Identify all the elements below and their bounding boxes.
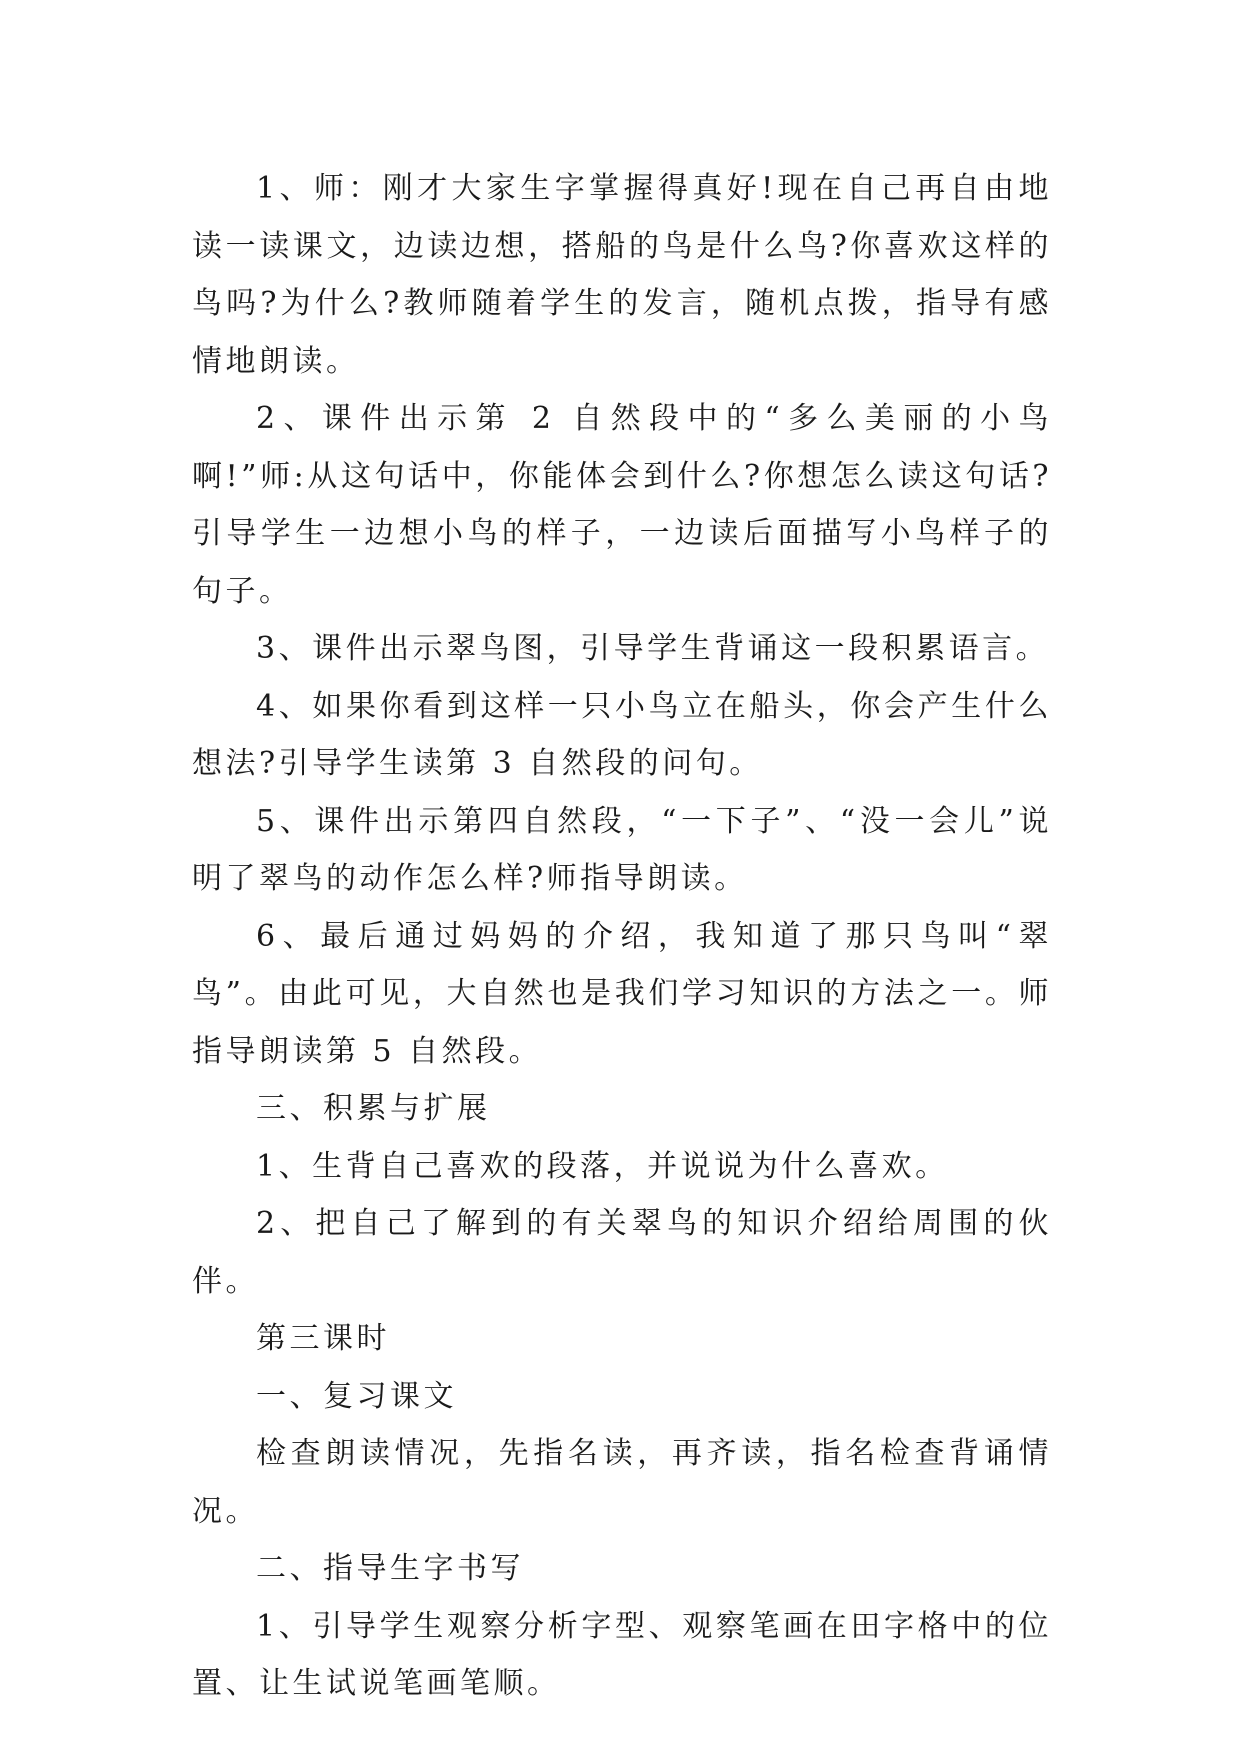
paragraph-character-structure: 1、引导学生观察分析字型、观察笔画在田字格中的位置、让生试说笔画笔顺。 xyxy=(192,1608,1052,1701)
heading-review-text: 一、复习课文 xyxy=(256,1378,457,1414)
paragraph-fourth-section: 5、课件出示第四自然段，“一下子”、“没一会儿”说明了翠鸟的动作怎么样?师指导朗读。 xyxy=(192,803,1052,896)
paragraph-kingfisher-image: 3、课件出示翠鸟图，引导学生背诵这一段积累语言。 xyxy=(256,631,1050,666)
paragraph-share-knowledge: 2、把自己了解到的有关翠鸟的知识介绍给周围的伙伴。 xyxy=(192,1206,1052,1299)
paragraph-reading-guidance: 1、师：刚才大家生字掌握得真好!现在自己再自由地读一读课文，边读边想，搭船的鸟是什么鸟?你喜欢这样的鸟吗?为什么?教师随着学生的发言，随机点拨，指导有感情地朗读。 xyxy=(192,171,1052,379)
paragraph-recite-favorite: 1、生背自己喜欢的段落，并说说为什么喜欢。 xyxy=(256,1148,949,1184)
paragraph-second-section: 2、课件出示第 2 自然段中的“多么美丽的小鸟啊!”师:从这句话中，你能体会到什么?你想怎么读这句话?引导学生一边想小鸟的样子，一边读后面描写小鸟样子的句子。 xyxy=(192,401,1052,609)
heading-third-lesson: 第三课时 xyxy=(256,1321,390,1356)
heading-accumulate-expand: 三、积累与扩展 xyxy=(256,1091,491,1126)
paragraph-mother-intro: 6、最后通过妈妈的介绍，我知道了那只鸟叫“翠鸟”。由此可见，大自然也是我们学习知识的方法之一。师指导朗读第 5 自然段。 xyxy=(192,918,1052,1069)
paragraph-check-reading: 检查朗读情况，先指名读，再齐读，指名检查背诵情况。 xyxy=(192,1436,1052,1529)
heading-writing-guidance: 二、指导生字书写 xyxy=(256,1551,524,1586)
paragraph-bird-on-bow: 4、如果你看到这样一只小鸟立在船头，你会产生什么想法?引导学生读第 3 自然段的问句。 xyxy=(192,688,1052,781)
document-body xyxy=(192,160,1052,1713)
